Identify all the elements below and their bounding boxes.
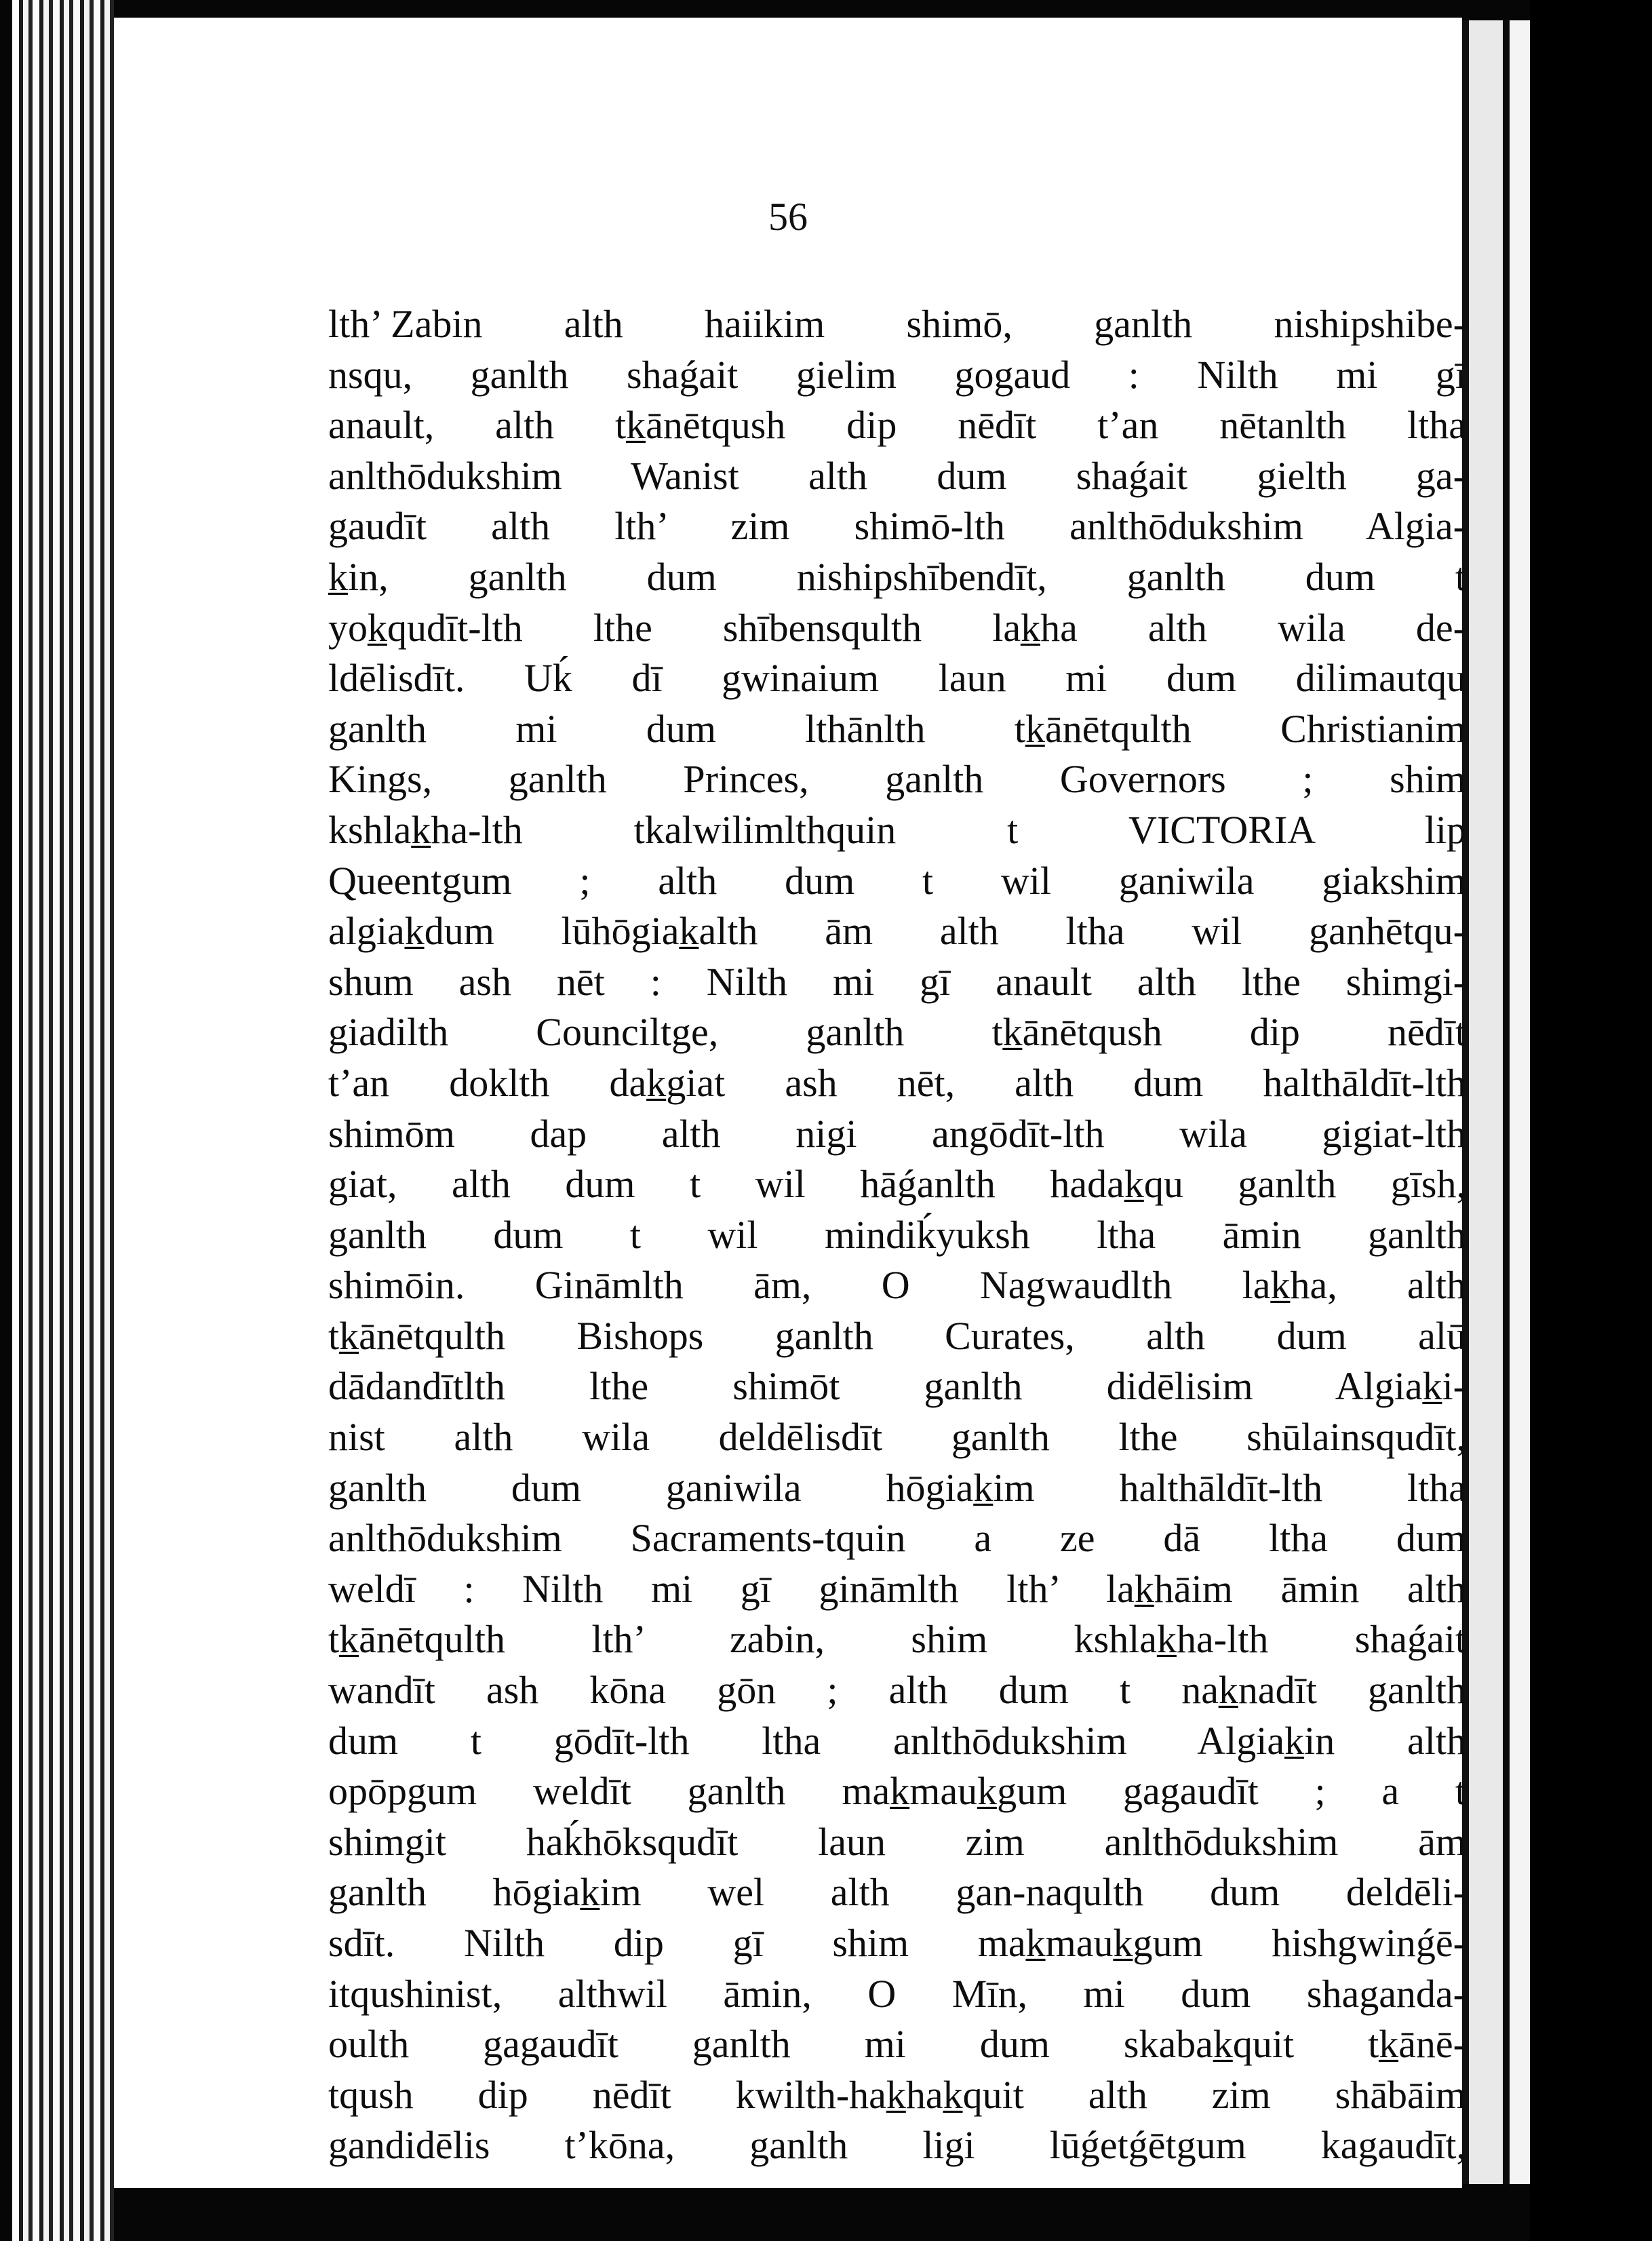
text-line: lth’ Zabin alth haiikim shimō, ganlth nishipshibe- [328, 302, 1466, 346]
text-line: Queentgum ; alth dum t wil ganiwila giakshim [328, 858, 1466, 903]
text-line: Kings, ganlth Princes, ganlth Governors ; shim [328, 757, 1466, 802]
text-line: weldī : Nilth mi gī gināmlth lth’ lak̲hāim āmin alth [328, 1566, 1466, 1611]
text-line: tk̲ānētqulth Bishops ganlth Curates, alth dum alū [328, 1313, 1466, 1358]
text-line: shimōin. Gināmlth ām, O Nagwaudlth lak̲ha, alth [328, 1263, 1466, 1308]
page-text [328, 299, 1466, 2171]
text-line: tk̲ānētqulth lth’ zabin, shim kshlak̲ha-lth shaǵait [328, 1617, 1466, 1662]
book-page [114, 18, 1466, 2188]
text-line: oulth gagaudīt ganlth mi dum skabak̲quit tk̲ānē- [328, 2022, 1466, 2067]
page-number: 56 [768, 195, 808, 239]
text-line: algiak̲dum lūhōgiak̲alth ām alth ltha wil ganhētqu- [328, 909, 1466, 954]
text-line: k̲in, ganlth dum nishipshībendīt, ganlth dum t [328, 554, 1466, 599]
text-line: ganlth hōgiak̲im wel alth gan-naqulth dum deldēli- [328, 1870, 1466, 1915]
text-line: ganlth dum ganiwila hōgiak̲im halthāldīt-lth ltha [328, 1465, 1466, 1510]
text-line: t’an doklth dak̲giat ash nēt, alth dum halthāldīt-lth [328, 1060, 1466, 1105]
text-line: shum ash nēt : Nilth mi gī anault alth lthe shimgi- [328, 959, 1466, 1004]
text-line: ldēlisdīt. Uḱ dī gwinaium laun mi dum dilimautqu [328, 656, 1466, 701]
text-line: anlthōdukshim Sacraments-tquin a ze dā ltha dum [328, 1516, 1466, 1561]
text-line: giat, alth dum t wil hāǵanlth hadak̲qu ganlth gīsh, [328, 1162, 1466, 1207]
text-line: shimgit haḱhōksqudīt laun zim anlthōdukshim ām [328, 1819, 1466, 1864]
text-line: ganlth dum t wil mindiḱyuksh ltha āmin ganlth [328, 1212, 1466, 1257]
text-line: gaudīt alth lth’ zim shimō-lth anlthōdukshim Algia- [328, 504, 1466, 549]
text-line: giadilth Counciltge, ganlth tk̲ānētqush dip nēdīt [328, 1010, 1466, 1055]
text-line: ganlth mi dum lthānlth tk̲ānētqulth Christianim [328, 706, 1466, 751]
text-line: nsqu, ganlth shaǵait gielim gogaud : Nilth mi gī [328, 352, 1466, 397]
text-line: tqush dip nēdīt kwilth-hak̲hak̲quit alth zim shābāim [328, 2072, 1466, 2117]
text-line: gandidēlis t’kōna, ganlth ligi lūǵetǵētgum kagaudīt, [328, 2123, 1466, 2168]
text-line: dādandītlth lthe shimōt ganlth didēlisim Algiak̲i- [328, 1364, 1466, 1409]
text-line: sdīt. Nilth dip gī shim mak̲mauk̲gum hishgwinǵē- [328, 1921, 1466, 1965]
next-page-edge [1462, 20, 1530, 2184]
book-spine-edge [12, 0, 114, 2241]
text-line: dum t gōdīt-lth ltha anlthōdukshim Algiak̲in alth [328, 1718, 1466, 1763]
text-line: itqushinist, althwil āmin, O Mīn, mi dum shaganda- [328, 1971, 1466, 2016]
text-line: yok̲qudīt-lth lthe shībensqulth lak̲ha alth wila de- [328, 605, 1466, 650]
scan-margin-right [1530, 0, 1652, 2241]
text-line: wandīt ash kōna gōn ; alth dum t nak̲nadīt ganlth [328, 1668, 1466, 1713]
text-line: kshlak̲ha-lth tkalwilimlthquin t VICTORIA lip [328, 807, 1466, 852]
text-line: shimōm dap alth nigi angōdīt-lth wila gigiat-lth [328, 1111, 1466, 1156]
text-line: anlthōdukshim Wanist alth dum shaǵait gielth ga- [328, 453, 1466, 498]
text-line: nist alth wila deldēlisdīt ganlth lthe shūlainsqudīt, [328, 1415, 1466, 1460]
text-line: anault, alth tk̲ānētqush dip nēdīt t’an nētanlth ltha [328, 403, 1466, 448]
text-line: opōpgum weldīt ganlth mak̲mauk̲gum gagaudīt ; a t [328, 1769, 1466, 1814]
